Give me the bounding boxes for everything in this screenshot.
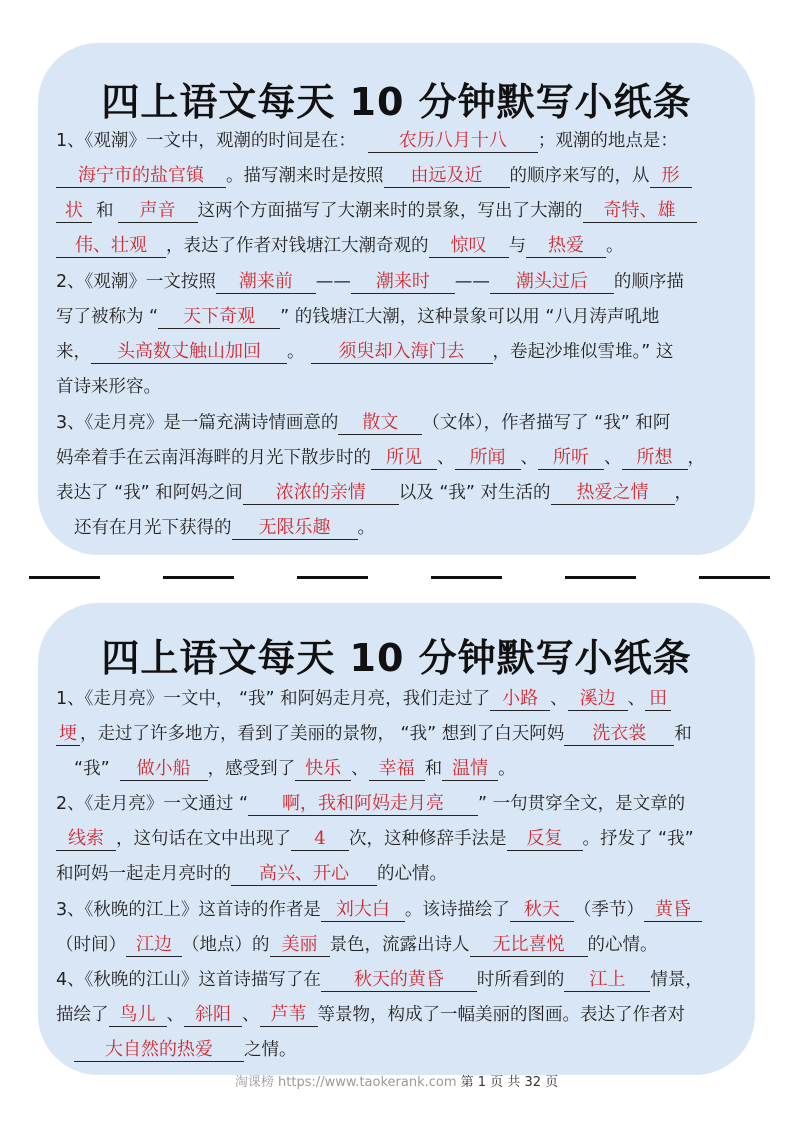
answer-blank: 所见 (371, 447, 437, 470)
answer-blank: 线索 (56, 828, 116, 851)
question-text: 《秋晚的江山》这首诗描写了在 (84, 970, 321, 990)
answer-blank: 啊，我和阿妈走月亮 (248, 793, 478, 816)
answer-blank: 潮头过后 (490, 271, 614, 294)
answer-blank: 4 (291, 828, 349, 851)
question-number: 3、 (56, 413, 85, 433)
dictation-card-2 (38, 603, 755, 1075)
question-number: 2、 (56, 272, 85, 292)
question-text: 这两个方面描写了大潮来时的景象，写出了大潮的 (197, 201, 583, 221)
question-text: ” 的钱塘江大潮，这种景象可以用 “八月涛声吼地 (280, 307, 660, 327)
answer-blank: 状 (56, 200, 92, 223)
question-2-line-4 (56, 375, 737, 399)
question-text: 与 (508, 236, 526, 256)
question-2-line-3 (56, 340, 737, 364)
question-text: 。抒发了 “我” (582, 829, 694, 849)
question-text: 《走月亮》一文通过 “ (84, 794, 249, 814)
question-number: 4、 (56, 970, 85, 990)
answer-blank: 刘大白 (321, 899, 405, 922)
cut-line-segment (163, 576, 234, 579)
card-title: 四上语文每天 10 分钟默写小纸条 (101, 636, 692, 680)
card-title: 四上语文每天 10 分钟默写小纸条 (101, 80, 692, 124)
answer-blank: 潮来时 (351, 271, 455, 294)
page-footer (0, 1071, 793, 1090)
question-3-line-2 (56, 446, 737, 470)
answer-blank: 反复 (507, 828, 583, 851)
question-1-line-2 (56, 722, 737, 746)
question-3-line-1 (56, 898, 737, 922)
question-text: 景色，流露出诗人 (329, 935, 470, 955)
question-text: 情景， (650, 970, 703, 990)
question-4-line-1 (56, 968, 737, 992)
question-3-line-2 (56, 933, 737, 957)
answer-blank: 幸福 (369, 758, 425, 781)
question-text: 的顺序描 (613, 272, 684, 292)
answer-blank: 热爱 (526, 235, 606, 258)
question-text: 《走月亮》一文中， “我” 和阿妈走月亮，我们走过了 (84, 689, 491, 709)
question-number: 2、 (56, 794, 85, 814)
answer-blank: 美丽 (270, 934, 330, 957)
question-2-line-3 (56, 862, 737, 886)
question-3-line-4 (74, 516, 737, 540)
question-text: 《观潮》一文按照 (84, 272, 216, 292)
dash: —— (315, 272, 351, 292)
question-text: 来， (56, 342, 91, 362)
answer-blank: 散文 (338, 412, 422, 435)
answer-blank: 黄昏 (644, 899, 702, 922)
question-text: 妈牵着手在云南洱海畔的月光下散步时的 (56, 448, 371, 468)
separator: 、 (627, 689, 646, 709)
answer-blank: 做小船 (120, 758, 208, 781)
question-text: 。 (606, 236, 624, 256)
question-1-line-3 (74, 757, 737, 781)
dictation-card-1 (38, 43, 755, 555)
question-2-line-2 (56, 827, 737, 851)
question-text: ，卷起沙堆似雪堆。” 这 (492, 342, 674, 362)
separator: 、 (351, 759, 369, 779)
answer-blank: 大自然的热爱 (74, 1039, 244, 1062)
answer-blank: 热爱之情 (551, 482, 675, 505)
answer-blank: 高兴、开心 (231, 863, 377, 886)
question-text: （地点）的 (182, 935, 270, 955)
question-text: ，走过了许多地方，看到了美丽的景物， “我” 想到了白天阿妈 (80, 724, 565, 744)
question-number: 1、 (56, 131, 85, 151)
answer-blank: 天下奇观 (158, 306, 280, 329)
question-text: 和阿妈一起走月亮时的 (56, 864, 231, 884)
question-text: 的心情。 (587, 935, 658, 955)
cut-line-segment (699, 576, 770, 579)
question-4-line-2 (56, 1003, 737, 1027)
answer-blank: 由远及近 (384, 165, 510, 188)
answer-blank: 声音 (118, 200, 198, 223)
question-text: 还有在月光下获得的 (74, 518, 232, 538)
separator: 、 (550, 689, 568, 709)
answer-blank: 洗衣裳 (564, 723, 674, 746)
question-text: 首诗来形容。 (56, 377, 161, 397)
answer-blank: 头高数丈触山加回 (91, 341, 287, 364)
answer-blank: 小路 (490, 688, 550, 711)
question-text: “我” (74, 759, 110, 779)
question-text: 的心情。 (377, 864, 447, 884)
question-text: （季节） (573, 900, 644, 920)
question-text: ，表达了作者对钱塘江大潮奇观的 (166, 236, 429, 256)
question-text: 。 (357, 518, 375, 538)
cut-line-segment (297, 576, 368, 579)
question-text: 等景物，构成了一幅美丽的图画。表达了作者对 (317, 1005, 685, 1025)
question-text: ，这句话在文中出现了 (116, 829, 291, 849)
question-1-line-3 (56, 199, 737, 223)
answer-blank: 无限乐趣 (232, 517, 358, 540)
question-text: 《秋晚的江上》这首诗的作者是 (84, 900, 321, 920)
answer-blank: 无比喜悦 (470, 934, 588, 957)
answer-blank: 农历八月十八 (368, 130, 538, 153)
question-text: ，感受到了 (207, 759, 296, 779)
question-2-line-1 (56, 792, 737, 816)
question-1-line-1 (56, 129, 737, 153)
question-text: 《观潮》一文中，观潮的时间是在： (84, 131, 356, 151)
question-text: 和 (674, 724, 692, 744)
answer-blank: 鸟儿 (109, 1004, 167, 1027)
question-3-line-1 (56, 411, 737, 435)
question-1-line-4 (56, 234, 737, 258)
answer-blank: 海宁市的盐官镇 (56, 165, 226, 188)
answer-blank: 快乐 (295, 758, 351, 781)
question-text: 和 (424, 759, 443, 779)
question-1-line-1 (56, 687, 737, 711)
answer-blank: 惊叹 (429, 235, 509, 258)
question-text: ；观潮的地点是： (537, 131, 678, 151)
question-text: 写了被称为 “ (56, 307, 159, 327)
answer-blank: 江边 (126, 934, 182, 957)
answer-blank: 所闻 (455, 447, 521, 470)
answer-blank: 芦苇 (260, 1004, 318, 1027)
page-number: 第 1 页 共 32 页 (460, 1075, 559, 1090)
answer-blank: 江上 (564, 969, 650, 992)
question-text: 表达了 “我” 和阿妈之间 (56, 483, 243, 503)
cut-line-segment (431, 576, 502, 579)
answer-blank: 潮来前 (216, 271, 316, 294)
answer-blank: 所想 (622, 447, 688, 470)
answer-blank: 斜阳 (184, 1004, 242, 1027)
question-text: 。该诗描绘了 (404, 900, 510, 920)
question-4-line-3 (74, 1038, 737, 1062)
question-text: 之情。 (244, 1040, 297, 1060)
question-1-line-2 (56, 164, 737, 188)
cut-line-segment (565, 576, 636, 579)
separator: 、 (242, 1005, 260, 1025)
separator: 、 (520, 448, 538, 468)
answer-blank: 形 (650, 165, 692, 188)
question-text: （时间） (56, 935, 126, 955)
answer-blank: 田 (645, 688, 671, 711)
question-text: （文体），作者描写了 “我” 和阿 (422, 413, 671, 433)
watermark: 淘课榜 https://www.taokerank.com (234, 1075, 457, 1090)
question-text: 。 (498, 759, 516, 779)
separator: 、 (166, 1005, 184, 1025)
question-text: 时所看到的 (476, 970, 565, 990)
question-text: 描绘了 (56, 1005, 109, 1025)
cut-line-segment (29, 576, 100, 579)
question-text: 。 (287, 342, 305, 362)
answer-blank: 秋天的黄昏 (321, 969, 477, 992)
question-text: ， (674, 483, 693, 503)
question-text: 次，这种修辞手法是 (349, 829, 507, 849)
answer-blank: 所听 (538, 447, 604, 470)
question-number: 3、 (56, 900, 85, 920)
answer-blank: 须臾却入海门去 (311, 341, 493, 364)
answer-blank: 溪边 (568, 688, 628, 711)
question-text: 的顺序来写的，从 (509, 166, 650, 186)
question-text: 和 (96, 201, 114, 221)
question-2-line-1 (56, 270, 737, 294)
question-number: 1、 (56, 689, 85, 709)
separator: 、 (604, 448, 622, 468)
answer-blank: 奇特、雄 (583, 200, 697, 223)
answer-blank: 温情 (442, 758, 498, 781)
answer-blank: 伟、壮观 (56, 235, 166, 258)
question-3-line-3 (56, 481, 737, 505)
dash: —— (454, 272, 490, 292)
question-text: ” 一句贯穿全文，是文章的 (478, 794, 686, 814)
question-text: 以及 “我” 对生活的 (398, 483, 551, 503)
question-text: ， (687, 448, 705, 468)
question-2-line-2 (56, 305, 737, 329)
answer-blank: 浓浓的亲情 (243, 482, 399, 505)
answer-blank: 秋天 (510, 899, 574, 922)
question-text: 。描写潮来时是按照 (226, 166, 384, 186)
question-text: 《走月亮》是一篇充满诗情画意的 (84, 413, 339, 433)
separator: 、 (437, 448, 455, 468)
answer-blank: 埂 (56, 723, 80, 746)
